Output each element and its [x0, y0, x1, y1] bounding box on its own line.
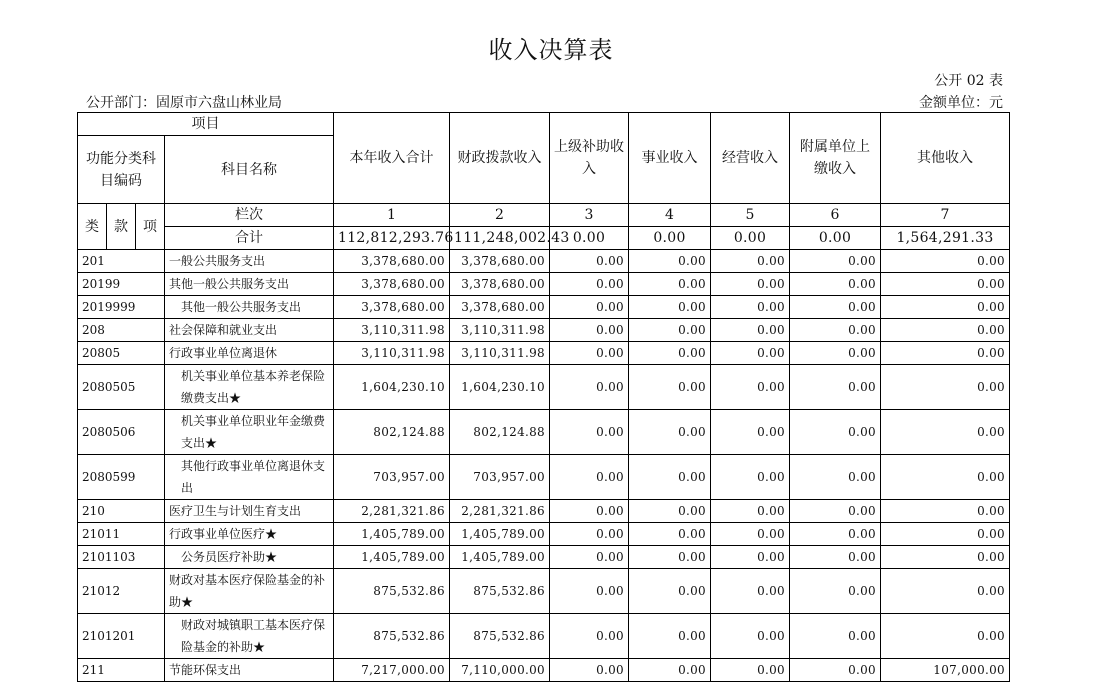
header-col-6: 附属单位上缴收入 — [790, 113, 881, 204]
row-value: 0.00 — [711, 659, 790, 682]
row-code: 211 — [78, 659, 165, 682]
row-value: 0.00 — [790, 250, 881, 273]
row-value: 0.00 — [881, 273, 1010, 296]
row-value: 0.00 — [629, 342, 711, 365]
row-value: 0.00 — [629, 296, 711, 319]
row-value: 7,217,000.00 — [334, 659, 450, 682]
row-code: 2080505 — [78, 365, 165, 410]
header-kuan: 款 — [107, 204, 136, 250]
table-row — [78, 365, 1010, 410]
row-value: 3,110,311.98 — [334, 342, 450, 365]
row-value: 0.00 — [629, 569, 711, 614]
row-name: 节能环保支出 — [165, 659, 334, 682]
row-value: 1,405,789.00 — [334, 546, 450, 569]
col-number-7: 7 — [881, 204, 1010, 227]
row-code: 2101103 — [78, 546, 165, 569]
row-name: 行政事业单位医疗★ — [165, 523, 334, 546]
department-label: 公开部门：固原市六盘山林业局 — [86, 95, 282, 111]
row-value: 0.00 — [711, 273, 790, 296]
total-value-1: 112,812,293.76 — [334, 227, 450, 250]
row-value: 0.00 — [881, 614, 1010, 659]
row-value: 0.00 — [790, 410, 881, 455]
row-value: 0.00 — [881, 546, 1010, 569]
row-value: 0.00 — [550, 546, 629, 569]
row-value: 0.00 — [881, 455, 1010, 500]
total-value-4: 0.00 — [629, 227, 711, 250]
header-total-label: 合计 — [165, 227, 334, 250]
row-value: 0.00 — [550, 410, 629, 455]
row-value: 802,124.88 — [334, 410, 450, 455]
row-name: 其他一般公共服务支出 — [165, 296, 334, 319]
row-value: 0.00 — [711, 342, 790, 365]
row-name: 一般公共服务支出 — [165, 250, 334, 273]
row-name: 其他一般公共服务支出 — [165, 273, 334, 296]
row-value: 0.00 — [881, 500, 1010, 523]
row-value: 0.00 — [711, 250, 790, 273]
row-value: 0.00 — [629, 250, 711, 273]
row-code: 21011 — [78, 523, 165, 546]
row-value: 875,532.86 — [334, 569, 450, 614]
total-value-6: 0.00 — [790, 227, 881, 250]
col-number-4: 4 — [629, 204, 711, 227]
row-value: 0.00 — [711, 569, 790, 614]
table-row — [78, 319, 1010, 342]
table-row — [78, 569, 1010, 614]
row-value: 1,405,789.00 — [450, 523, 550, 546]
row-value: 0.00 — [711, 546, 790, 569]
table-row — [78, 500, 1010, 523]
row-value: 3,110,311.98 — [450, 319, 550, 342]
row-value: 0.00 — [790, 569, 881, 614]
row-value: 0.00 — [629, 614, 711, 659]
row-code: 2019999 — [78, 296, 165, 319]
row-value: 0.00 — [711, 500, 790, 523]
header-col-7: 其他收入 — [881, 113, 1010, 204]
row-value: 0.00 — [790, 455, 881, 500]
row-value: 0.00 — [629, 319, 711, 342]
header-col-4: 事业收入 — [629, 113, 711, 204]
row-value: 0.00 — [629, 365, 711, 410]
header-func-code: 功能分类科目编码 — [78, 136, 165, 204]
row-value: 0.00 — [881, 319, 1010, 342]
row-value: 0.00 — [550, 659, 629, 682]
row-name: 医疗卫生与计划生育支出 — [165, 500, 334, 523]
row-code: 201 — [78, 250, 165, 273]
row-value: 0.00 — [881, 569, 1010, 614]
row-name: 其他行政事业单位离退休支出 — [165, 455, 334, 500]
row-value: 1,405,789.00 — [450, 546, 550, 569]
row-value: 0.00 — [881, 523, 1010, 546]
income-final-account-table — [77, 112, 1010, 682]
row-code: 208 — [78, 319, 165, 342]
row-code: 20805 — [78, 342, 165, 365]
row-value: 0.00 — [629, 273, 711, 296]
row-value: 0.00 — [550, 569, 629, 614]
row-value: 0.00 — [629, 500, 711, 523]
row-value: 107,000.00 — [881, 659, 1010, 682]
row-value: 0.00 — [881, 365, 1010, 410]
header-project: 项目 — [78, 113, 334, 136]
row-value: 0.00 — [711, 410, 790, 455]
row-code: 20199 — [78, 273, 165, 296]
col-number-3: 3 — [550, 204, 629, 227]
row-value: 0.00 — [790, 319, 881, 342]
table-row — [78, 523, 1010, 546]
table-row — [78, 614, 1010, 659]
row-value: 3,378,680.00 — [450, 296, 550, 319]
row-value: 0.00 — [790, 342, 881, 365]
row-code: 2080506 — [78, 410, 165, 455]
row-value: 0.00 — [550, 455, 629, 500]
total-value-5: 0.00 — [711, 227, 790, 250]
total-value-2: 111,248,002.43 — [450, 227, 550, 250]
table-row — [78, 273, 1010, 296]
row-value: 0.00 — [629, 455, 711, 500]
form-number: 公开 02 表 — [934, 73, 1003, 89]
row-value: 0.00 — [550, 319, 629, 342]
col-number-6: 6 — [790, 204, 881, 227]
col-number-1: 1 — [334, 204, 450, 227]
table-row — [78, 296, 1010, 319]
row-value: 2,281,321.86 — [450, 500, 550, 523]
row-name: 财政对基本医疗保险基金的补助★ — [165, 569, 334, 614]
table-row — [78, 410, 1010, 455]
header-col-2: 财政拨款收入 — [450, 113, 550, 204]
table-row — [78, 659, 1010, 682]
total-value-7: 1,564,291.33 — [881, 227, 1010, 250]
col-number-5: 5 — [711, 204, 790, 227]
row-value: 0.00 — [790, 523, 881, 546]
table-row — [78, 546, 1010, 569]
row-value: 3,378,680.00 — [450, 273, 550, 296]
row-value: 0.00 — [550, 342, 629, 365]
row-value: 1,604,230.10 — [450, 365, 550, 410]
row-value: 0.00 — [881, 250, 1010, 273]
row-value: 0.00 — [790, 546, 881, 569]
row-value: 3,110,311.98 — [334, 319, 450, 342]
row-value: 0.00 — [550, 273, 629, 296]
table-row — [78, 250, 1010, 273]
header-xiang: 项 — [136, 204, 165, 250]
row-value: 875,532.86 — [450, 614, 550, 659]
row-value: 3,110,311.98 — [450, 342, 550, 365]
table-row — [78, 342, 1010, 365]
row-value: 0.00 — [629, 410, 711, 455]
col-number-2: 2 — [450, 204, 550, 227]
header-lei: 类 — [78, 204, 107, 250]
header-col-1: 本年收入合计 — [334, 113, 450, 204]
row-value: 875,532.86 — [450, 569, 550, 614]
row-name: 财政对城镇职工基本医疗保险基金的补助★ — [165, 614, 334, 659]
row-value: 0.00 — [629, 523, 711, 546]
row-value: 0.00 — [790, 659, 881, 682]
header-col-5: 经营收入 — [711, 113, 790, 204]
row-value: 0.00 — [881, 296, 1010, 319]
row-value: 0.00 — [550, 365, 629, 410]
header-subject-name: 科目名称 — [165, 136, 334, 204]
total-value-3: 0.00 — [550, 227, 629, 250]
header-col-3: 上级补助收入 — [550, 113, 629, 204]
row-value: 0.00 — [629, 659, 711, 682]
row-value: 703,957.00 — [334, 455, 450, 500]
row-value: 0.00 — [711, 296, 790, 319]
row-value: 0.00 — [790, 614, 881, 659]
row-value: 0.00 — [711, 319, 790, 342]
row-value: 875,532.86 — [334, 614, 450, 659]
row-value: 2,281,321.86 — [334, 500, 450, 523]
row-code: 210 — [78, 500, 165, 523]
row-value: 0.00 — [881, 342, 1010, 365]
row-value: 0.00 — [790, 365, 881, 410]
row-value: 0.00 — [550, 523, 629, 546]
row-name: 机关事业单位基本养老保险缴费支出★ — [165, 365, 334, 410]
row-code: 2101201 — [78, 614, 165, 659]
row-value: 7,110,000.00 — [450, 659, 550, 682]
row-value: 1,405,789.00 — [334, 523, 450, 546]
row-value: 0.00 — [790, 500, 881, 523]
row-value: 703,957.00 — [450, 455, 550, 500]
table-header — [78, 113, 1010, 250]
row-code: 21012 — [78, 569, 165, 614]
page-title: 收入决算表 — [488, 36, 614, 64]
header-lanci: 栏次 — [165, 204, 334, 227]
row-value: 0.00 — [711, 614, 790, 659]
row-name: 社会保障和就业支出 — [165, 319, 334, 342]
row-value: 0.00 — [711, 365, 790, 410]
row-value: 0.00 — [790, 296, 881, 319]
amount-unit-label: 金额单位：元 — [919, 95, 1003, 111]
row-code: 2080599 — [78, 455, 165, 500]
row-value: 3,378,680.00 — [334, 296, 450, 319]
row-value: 0.00 — [550, 500, 629, 523]
row-value: 3,378,680.00 — [334, 250, 450, 273]
row-value: 0.00 — [550, 296, 629, 319]
row-name: 公务员医疗补助★ — [165, 546, 334, 569]
row-value: 802,124.88 — [450, 410, 550, 455]
row-value: 0.00 — [629, 546, 711, 569]
row-value: 3,378,680.00 — [334, 273, 450, 296]
row-value: 0.00 — [881, 410, 1010, 455]
table-body — [78, 250, 1010, 682]
row-name: 机关事业单位职业年金缴费支出★ — [165, 410, 334, 455]
row-value: 1,604,230.10 — [334, 365, 450, 410]
row-value: 0.00 — [550, 614, 629, 659]
row-name: 行政事业单位离退休 — [165, 342, 334, 365]
row-value: 0.00 — [550, 250, 629, 273]
table-row — [78, 455, 1010, 500]
row-value: 0.00 — [790, 273, 881, 296]
row-value: 0.00 — [711, 523, 790, 546]
row-value: 0.00 — [711, 455, 790, 500]
row-value: 3,378,680.00 — [450, 250, 550, 273]
